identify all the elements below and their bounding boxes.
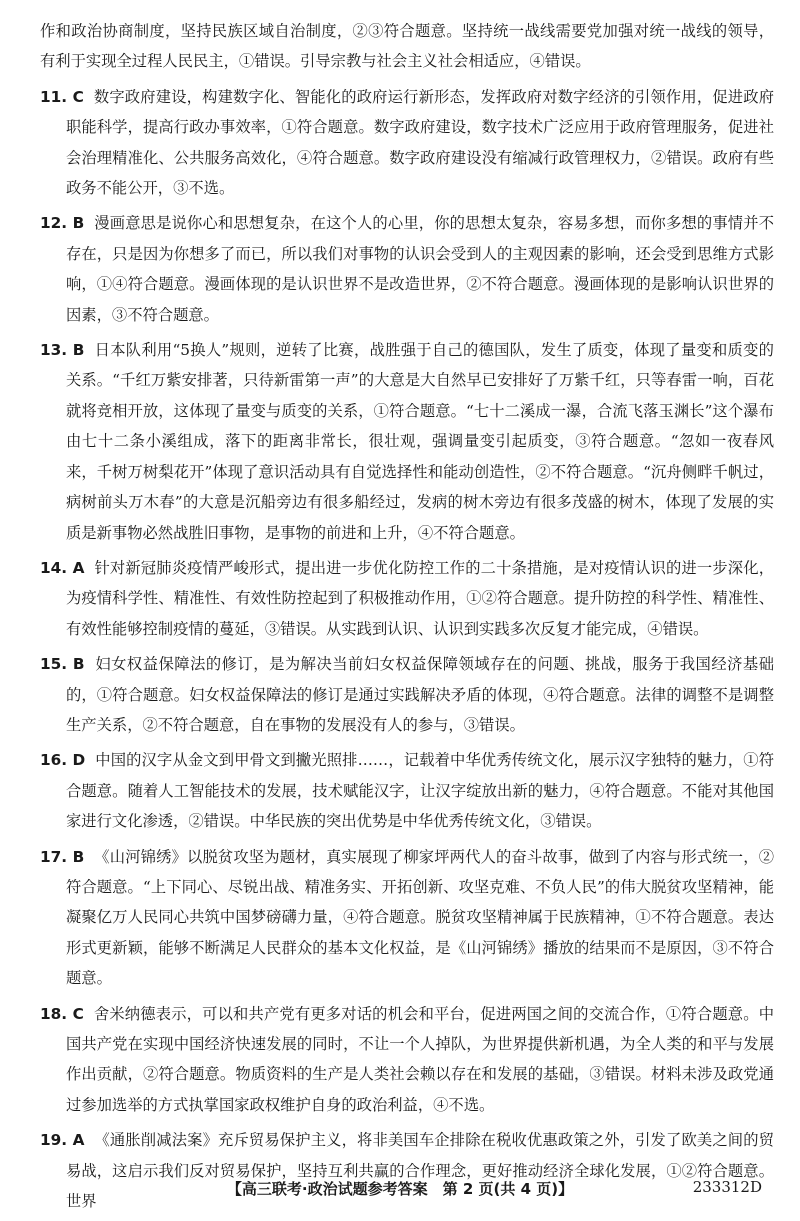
answer-item-12	[40, 208, 774, 330]
answer-label: 16. D	[40, 751, 86, 770]
answer-label: 19. A	[40, 1131, 85, 1150]
answer-label: 11. C	[40, 87, 84, 106]
page-footer	[0, 1178, 800, 1202]
answer-label: 18. C	[40, 1004, 84, 1023]
answer-text: 针对新冠肺炎疫情严峻形式，提出进一步优化防控工作的二十条措施，是对疫情认识的进一步深化，为疫情科学性、精准性、有效性防控起到了积极推动作用，①②符合题意。提升防控的科学性、精准性、有效性能够控制疫情的蔓延，③错误。从实践到认识、认识到实践多次反复才能完成，④错误。	[66, 558, 774, 638]
answer-item-13	[40, 335, 774, 548]
answer-text: 日本队利用“5换人”规则，逆转了比赛，战胜强于自己的德国队，发生了质变，体现了量变和质变的关系。“千红万紫安排著，只待新雷第一声”的大意是大自然早已安排好了万紫千红，只等春雷一响，百花就将竞相开放，这体现了量变与质变的关系，①符合题意。“七十二溪成一瀑，合流飞落玉渊长”这个瀑布由七十二条小溪组成，落下的距离非常长，很壮观，强调量变引起质变，③符合题意。“忽如一夜春风来，千树万树梨花开”体现了意识活动具有自觉选择性和能动创造性，②不符合题意。“沉舟侧畔千帆过，病树前头万木春”的大意是沉船旁边有很多船经过，发病的树木旁边有很多茂盛的树木，体现了发展的实质是新事物必然战胜旧事物，是事物的前进和上升，④不符合题意。	[66, 341, 774, 542]
answer-label: 15. B	[40, 655, 85, 674]
answer-content	[40, 16, 774, 1221]
answer-text: 《山河锦绣》以脱贫攻坚为题材，真实展现了柳家坪两代人的奋斗故事，做到了内容与形式统一，②符合题意。“上下同心、尽锐出战、精准务实、开拓创新、攻坚克难、不负人民”的伟大脱贫攻坚精神，能凝聚亿万人民同心共筑中国梦磅礴力量，④符合题意。脱贫攻坚精神属于民族精神，①不符合题意。表达形式更新颖，能够不断满足人民群众的基本文化权益，是《山河锦绣》播放的结果而不是原因，③不符合题意。	[66, 847, 774, 988]
answer-label: 14. A	[40, 558, 85, 577]
answer-item-15	[40, 649, 774, 740]
answer-text: 中国的汉字从金文到甲骨文到撇光照排……，记载着中华优秀传统文化，展示汉字独特的魅力，①符合题意。随着人工智能技术的发展，技术赋能汉字，让汉字绽放出新的魅力，④符合题意。不能对其他国家进行文化渗透，②错误。中华民族的突出优势是中华优秀传统文化，③错误。	[66, 751, 774, 831]
answer-label: 17. B	[40, 847, 85, 866]
answer-text: 数字政府建设，构建数字化、智能化的政府运行新形态，发挥政府对数字经济的引领作用，促进政府职能科学，提高行政办事效率，①符合题意。数字政府建设，数字技术广泛应用于政府管理服务，促进社会治理精准化、公共服务高效化，④符合题意。数字政府建设没有缩减行政管理权力，②错误。政府有些政务不能公开，③不选。	[66, 87, 774, 198]
answer-label: 12. B	[40, 214, 85, 233]
answer-item-11	[40, 82, 774, 204]
footer-code: 233312D	[692, 1178, 762, 1196]
answer-text: 舍米纳德表示，可以和共产党有更多对话的机会和平台，促进两国之间的交流合作，①符合题意。中国共产党在实现中国经济快速发展的同时，不让一个人掉队，为世界提供新机遇，为全人类的和平与发展作出贡献，②符合题意。物质资料的生产是人类社会赖以存在和发展的基础，③错误。材料未涉及政党通过参加选举的方式执掌国家政权维护自身的政治利益，④不选。	[66, 1004, 774, 1114]
answer-item-18	[40, 999, 774, 1121]
footer-title: 【高三联考·政治试题参考答案 第 2 页(共 4 页)】	[226, 1180, 574, 1198]
answer-label: 13. B	[40, 341, 85, 360]
answer-item-19	[40, 1125, 774, 1216]
answer-item-14	[40, 553, 774, 644]
continuation-paragraph: 作和政治协商制度，坚持民族区域自治制度，②③符合题意。坚持统一战线需要党加强对统一战线的领导，有利于实现全过程人民民主，①错误。引导宗教与社会主义社会相适应，④错误。	[40, 22, 774, 71]
answer-item-16	[40, 745, 774, 836]
answer-text: 妇女权益保障法的修订，是为解决当前妇女权益保障领域存在的问题、挑战，服务于我国经济基础的，①符合题意。妇女权益保障法的修订是通过实践解决矛盾的体现，④符合题意。法律的调整不是调整生产关系，②不符合题意，自在事物的发展没有人的参与，③错误。	[66, 655, 774, 734]
answer-text: 漫画意思是说你心和思想复杂，在这个人的心里，你的思想太复杂，容易多想，而你多想的事情并不存在，只是因为你想多了而已，所以我们对事物的认识会受到人的主观因素的影响，还会受到思维方式影响，①④符合题意。漫画体现的是认识世界不是改造世界，②不符合题意。漫画体现的是影响认识世界的因素，③不符合题意。	[66, 214, 774, 324]
answer-text: 《通胀削减法案》充斥贸易保护主义，将非美国车企排除在税收优惠政策之外，引发了欧美之间的贸易战，这启示我们反对贸易保护，坚持互利共赢的合作理念，更好推动经济全球化发展，①②符合题意。世界	[66, 1131, 774, 1211]
answer-item-17	[40, 842, 774, 994]
